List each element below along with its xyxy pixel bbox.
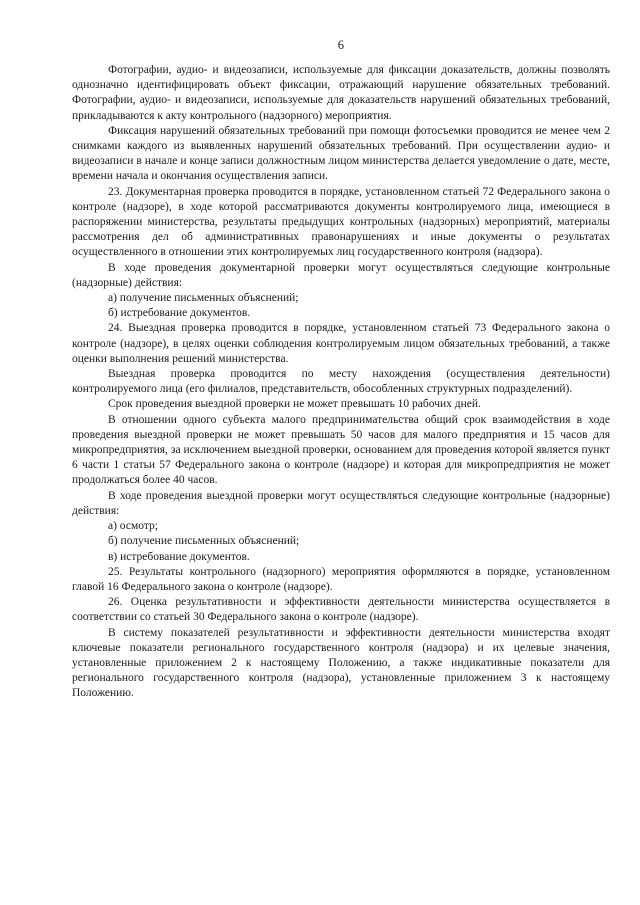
paragraph: Фиксация нарушений обязательных требований при помощи фотосъемки проводится не менее чем 2 снимками каждого из выявленных нарушений обязательных требований. При осуществлении аудио- и видеозаписи в начале и конце записи должностным лицом министерства делается уведомление о дате, месте, времени начала и окончания осуществления записи. [72,124,610,183]
paragraph: 24. Выездная проверка проводится в порядке, установленном статьей 73 Федерального закона о контроле (надзоре), в целях оценки соблюдения контролируемым лицом обязательных требований, а также оценки выполнения решений министерства. [72,322,610,365]
paragraph: В отношении одного субъекта малого предпринимательства общий срок взаимодействия в ходе проведения выездной проверки не может превышать 50 часов для малого предприятия и 15 часов для микропредприятия, за исключением выездной проверки, основанием для проведения которой является пункт 6 части 1 статьи 57 Федерального закона о контроле (надзоре) и которая для микропредприятия не может продолжаться более 40 часов. [72,413,610,487]
paragraph: В ходе проведения документарной проверки могут осуществляться следующие контрольные (надзорные) действия: [72,261,610,289]
paragraph: В ходе проведения выездной проверки могут осуществляться следующие контрольные (надзорные) действия: [72,489,610,517]
document-body [72,63,610,702]
paragraph: Выездная проверка проводится по месту нахождения (осуществления деятельности) контролируемого лица (его филиалов, представительств, обособленных структурных подразделений). [72,368,610,396]
paragraph: Фотографии, аудио- и видеозаписи, используемые для фиксации доказательств, должны позволять однозначно идентифицировать объект фиксации, отражающий нарушение обязательных требований. Фотографии, аудио- и видеозаписи, используемые для доказательств нарушений обязательных требований, прикладываются к акту контрольного (надзорного) мероприятия. [72,64,610,122]
list-item: а) осмотр; [108,520,158,533]
paragraph: Срок проведения выездной проверки не может превышать 10 рабочих дней. [108,398,481,411]
paragraph: В систему показателей результативности и эффективности деятельности министерства входят ключевые показатели регионального государственного контроля (надзора) и их целевые значения, установленные приложением 2 к настоящему Положению, а также индикативные показатели для регионального государственного контроля (надзора), установленные приложением 3 к настоящему Положению. [72,626,610,700]
page-number: 6 [337,38,345,52]
list-item: б) истребование документов. [108,307,251,320]
list-item: в) истребование документов. [108,550,250,563]
paragraph: 25. Результаты контрольного (надзорного) мероприятия оформляются в порядке, установленном главой 16 Федерального закона о контроле (надзоре). [72,565,610,593]
list-item: а) получение письменных объяснений; [108,292,299,305]
list-item: б) получение письменных объяснений; [108,535,300,548]
paragraph: 26. Оценка результативности и эффективности деятельности министерства осуществляется в соответствии со статьей 30 Федерального закона о контроле (надзоре). [72,596,610,624]
paragraph: 23. Документарная проверка проводится в порядке, установленном статьей 72 Федерального закона о контроле (надзоре), в ходе которой рассматриваются документы контролируемого лица, имеющиеся в распоряжении министерства, результаты предыдущих контрольных (надзорных) мероприятий, материалы рассмотрения дел об административных правонарушениях и иные документы о результатах осуществленного в отношении этих контролируемых лиц государственного контроля (надзора). [72,185,610,259]
